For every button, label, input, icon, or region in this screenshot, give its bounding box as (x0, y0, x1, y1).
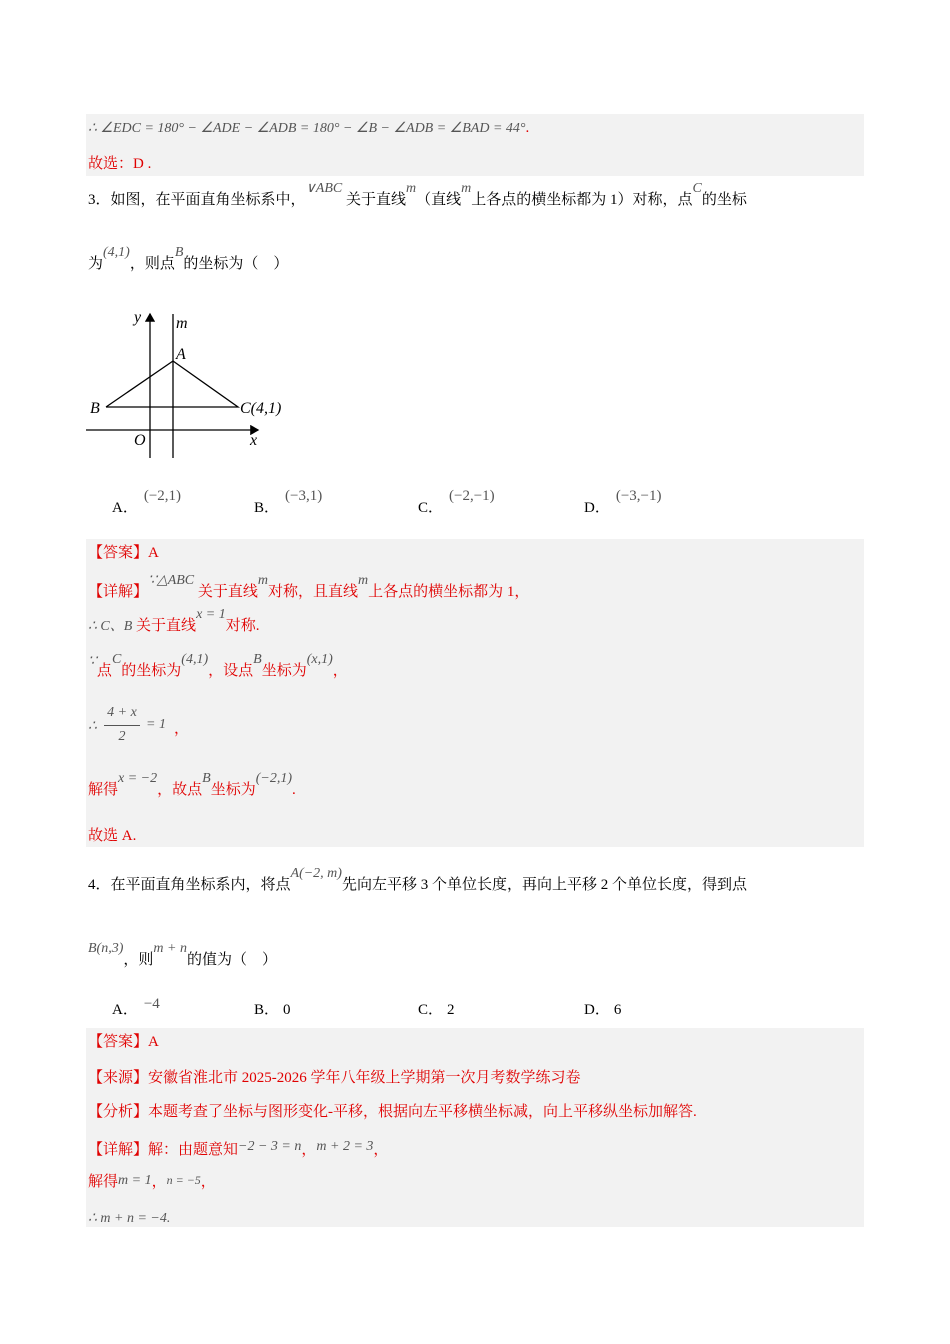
label-o: O (134, 432, 146, 449)
q4-answer-box (86, 1028, 864, 1227)
triangle-abc (106, 361, 238, 407)
q3-triangle: ∨ABC (305, 181, 343, 196)
prev-formula: ∴ ∠EDC = 180° − ∠ADE − ∠ADB = 180° − ∠B − ∠ADB = ∠BAD = 44° (88, 121, 526, 136)
q4-option-a: A． −4 (112, 996, 160, 1018)
q3-detail-line2: ∴ C、B 关于直线x = 1对称. (88, 607, 260, 634)
q3-option-c: C．(−2,−1) (418, 488, 495, 516)
q4-option-b: B． 0 (254, 1002, 291, 1018)
q3-figure (80, 300, 310, 460)
q3-answer: 【答案】A (88, 545, 159, 561)
label-b: B (90, 400, 100, 417)
label-x: x (250, 432, 258, 449)
q3-detail-line1: 【详解】∵△ABC 关于直线m对称，且直线m上各点的横坐标都为 1， (88, 573, 530, 600)
q4-option-d: D． 6 (584, 1002, 622, 1018)
q3-choice: 故选 A. (88, 828, 137, 844)
prev-formula-line (88, 118, 529, 139)
q3-stem-line1: 3．如图，在平面直角坐标系中，∨ABC 关于直线m（直线m上各点的横坐标都为 1）对称，点C的坐标 (88, 181, 747, 208)
q4-stem-line2: B(n,3)，则m + n的值为（ ） (88, 941, 277, 968)
label-c: C(4,1) (240, 400, 282, 417)
q3-detail-line5: 解得x = −2，故点B坐标为(−2,1). (88, 771, 296, 798)
q4-source: 【来源】安徽省淮北市 2025-2026 学年八年级上学期第一次月考数学练习卷 (88, 1070, 581, 1086)
q4-option-c: C． 2 (418, 1002, 455, 1018)
q4-final: ∴ m + n = −4. (88, 1211, 171, 1226)
q4-detail-line1: 【详解】解：由题意知−2 − 3 = n，m + 2 = 3， (88, 1139, 389, 1158)
q3-option-b: B．(−3,1) (254, 488, 323, 516)
q4-point-a: A(−2, m) (290, 866, 342, 881)
q3-option-a: A．(−2,1) (112, 488, 182, 516)
prev-period: . (525, 120, 530, 136)
q4-answer: 【答案】A (88, 1034, 159, 1050)
q3-coord-c: (4,1) (103, 245, 130, 260)
q3-option-d: D．(−3,−1) (584, 488, 662, 516)
label-m: m (176, 315, 188, 332)
q4-stem-line1: 4．在平面直角坐标系内，将点A(−2, m)先向左平移 3 个单位长度，再向上平移 2 个单位长度，得到点 (88, 866, 747, 893)
q3-detail-line3: ∵点C的坐标为(4,1)，设点B坐标为(x,1)， (88, 652, 348, 679)
prev-choice: 故选：D . (88, 156, 152, 172)
fraction-bar (104, 725, 140, 726)
q4-detail-line2: 解得m = 1，n = −5， (88, 1173, 216, 1190)
label-y: y (134, 309, 142, 326)
q4-point-b: B(n,3) (88, 941, 124, 956)
q4-analysis: 【分析】本题考查了坐标与图形变化-平移，根据向左平移横坐标减，向上平移纵坐标加解答. (88, 1104, 697, 1120)
label-a: A (176, 346, 186, 363)
q3-stem-line2: 为(4,1)，则点B的坐标为（ ） (88, 245, 289, 272)
